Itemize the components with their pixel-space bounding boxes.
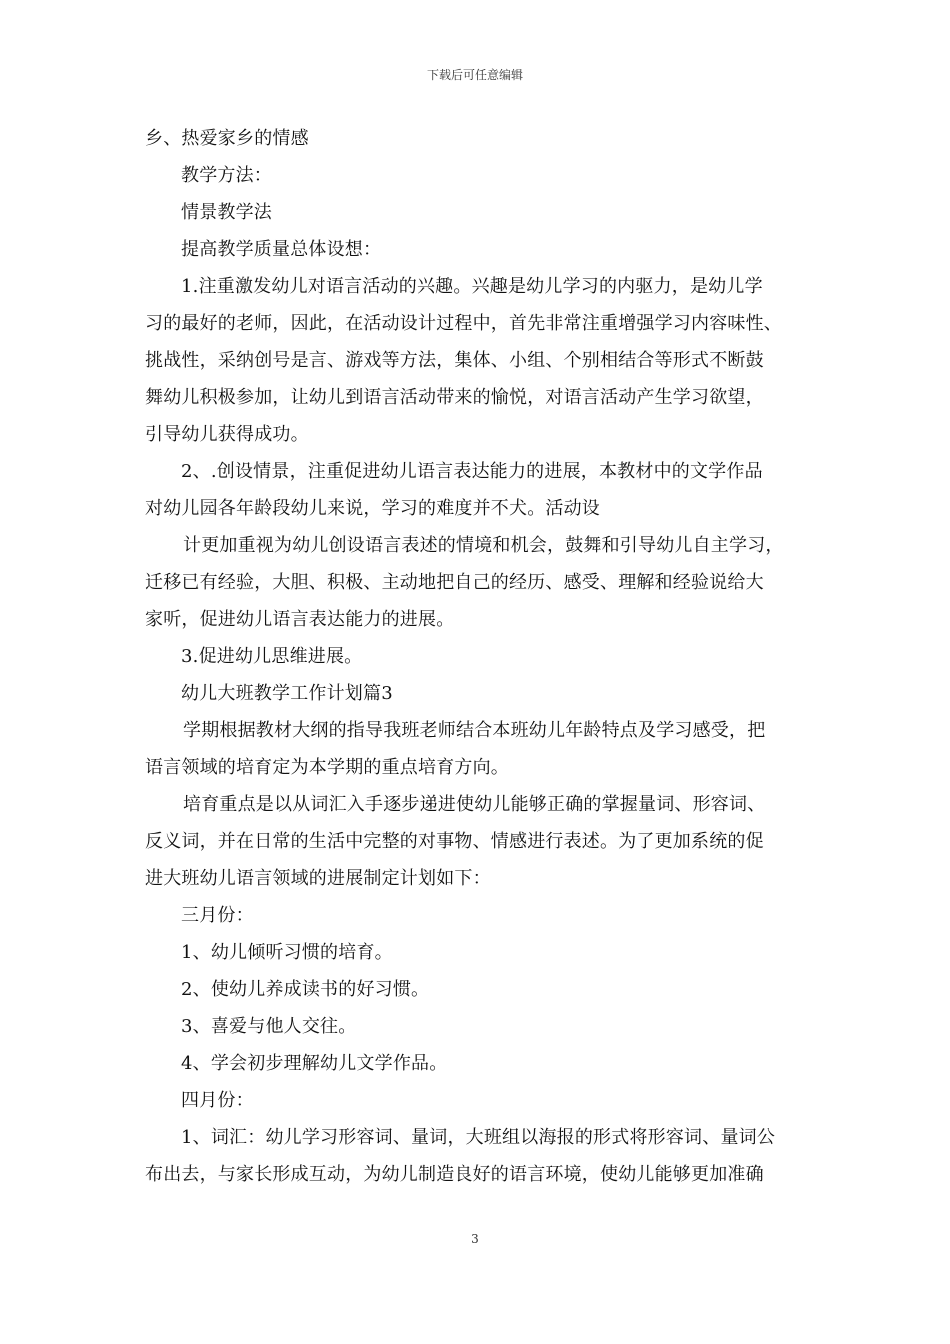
text-line: 计更加重视为幼儿创设语言表述的情境和机会，鼓舞和引导幼儿自主学习， bbox=[183, 535, 784, 556]
list-item: 2、使幼儿养成读书的好习惯。 bbox=[181, 979, 430, 1000]
text-line: 语言领域的培育定为本学期的重点培育方向。 bbox=[145, 757, 509, 778]
text-line: 1.注重激发幼儿对语言活动的兴趣。兴趣是幼儿学习的内驱力，是幼儿学 bbox=[181, 276, 763, 297]
text-line: 四月份： bbox=[181, 1090, 254, 1111]
text-line: 对幼儿园各年龄段幼儿来说，学习的难度并不犬。活动设 bbox=[145, 498, 600, 519]
text-line: 提高教学质量总体设想： bbox=[181, 239, 382, 260]
text-line: 乡、热爱家乡的情感 bbox=[145, 128, 309, 149]
text-line: 习的最好的老师，因此，在活动设计过程中，首先非常注重增强学习内容味性、 bbox=[145, 313, 782, 334]
text-line: 情景教学法 bbox=[181, 202, 272, 223]
section-heading: 幼儿大班教学工作计划篇3 bbox=[181, 683, 393, 704]
page-number: 3 bbox=[471, 1232, 479, 1246]
text-line: 学期根据教材大纲的指导我班老师结合本班幼儿年龄特点及学习感受，把 bbox=[183, 720, 766, 741]
text-line: 挑战性，采纳创号是言、游戏等方法，集体、小组、个别相结合等形式不断鼓 bbox=[145, 350, 764, 371]
text-line: 布出去，与家长形成互动，为幼儿制造良好的语言环境，使幼儿能够更加准确 bbox=[145, 1164, 764, 1185]
text-line: 进大班幼儿语言领域的进展制定计划如下： bbox=[145, 868, 491, 889]
list-item: 1、幼儿倾听习惯的培育。 bbox=[181, 942, 393, 963]
text-line: 培育重点是以从词汇入手逐步递进使幼儿能够正确的掌握量词、形容词、 bbox=[183, 794, 766, 815]
text-line: 3.促进幼儿思维进展。 bbox=[181, 646, 363, 667]
text-line: 教学方法： bbox=[181, 165, 272, 186]
text-line: 反义词，并在日常的生活中完整的对事物、情感进行表述。为了更加系统的促 bbox=[145, 831, 764, 852]
list-item: 1、词汇：幼儿学习形容词、量词，大班组以海报的形式将形容词、量词公 bbox=[181, 1127, 776, 1148]
text-line: 引导幼儿获得成功。 bbox=[145, 424, 309, 445]
list-item: 4、学会初步理解幼儿文学作品。 bbox=[181, 1053, 448, 1074]
document-body bbox=[145, 120, 810, 1193]
text-line: 迁移已有经验，大胆、积极、主动地把自己的经历、感受、理解和经验说给大 bbox=[145, 572, 764, 593]
text-line: 2、.创设情景，注重促进幼儿语言表达能力的进展，本教材中的文学作品 bbox=[181, 461, 763, 482]
page-header-watermark: 下载后可任意编辑 bbox=[426, 68, 523, 82]
list-item: 3、喜爱与他人交往。 bbox=[181, 1016, 357, 1037]
text-line: 舞幼儿积极参加，让幼儿到语言活动带来的愉悦，对语言活动产生学习欲望， bbox=[145, 387, 764, 408]
text-line: 三月份： bbox=[181, 905, 254, 926]
text-line: 家听，促进幼儿语言表达能力的进展。 bbox=[145, 609, 455, 630]
